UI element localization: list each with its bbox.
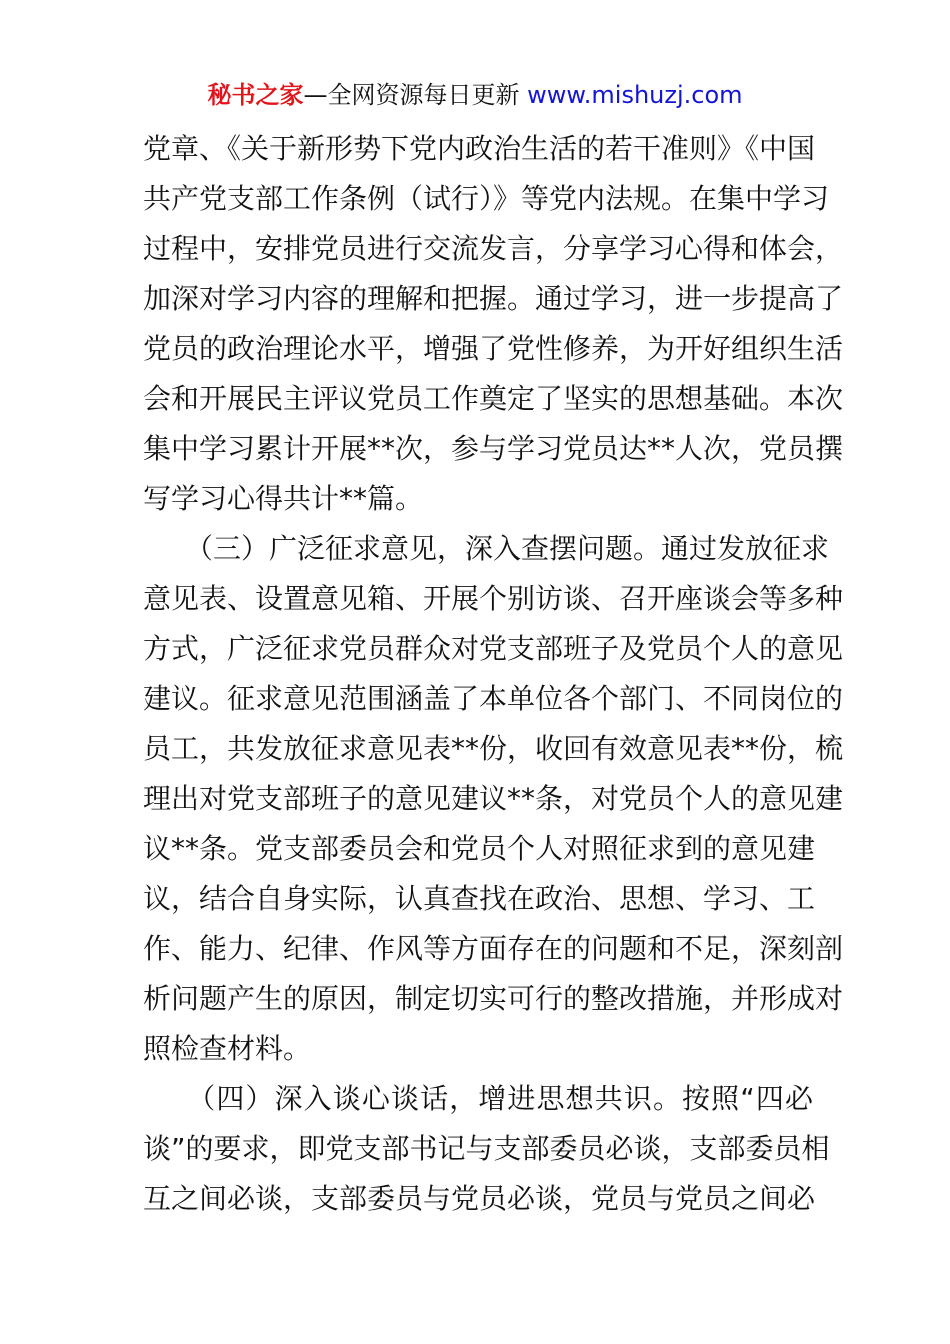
text-line: 议**条。党支部委员会和党员个人对照征求到的意见建 <box>143 832 816 865</box>
site-url-link[interactable]: www.mishuzj.com <box>527 81 743 109</box>
text-line: 党员的政治理论水平，增强了党性修养，为开好组织生活 <box>143 332 844 365</box>
paragraph-end-line: 写学习心得共计**篇。 <box>143 482 424 515</box>
site-header <box>0 78 950 112</box>
text-line: 意见表、设置意见箱、开展个别访谈、召开座谈会等多种 <box>143 582 844 615</box>
text-line: 作、能力、纪律、作风等方面存在的问题和不足，深刻剖 <box>143 932 844 965</box>
text-line: 建议。征求意见范围涵盖了本单位各个部门、不同岗位的 <box>143 682 844 715</box>
paragraph-end-line: 照检查材料。 <box>143 1032 312 1065</box>
document-body <box>143 124 844 1224</box>
text-line: 过程中，安排党员进行交流发言，分享学习心得和体会， <box>143 232 844 265</box>
text-line: 议，结合自身实际，认真查找在政治、思想、学习、工 <box>143 882 816 915</box>
text-line: 理出对党支部班子的意见建议**条，对党员个人的意见建 <box>143 782 844 815</box>
text-line: 集中学习累计开展**次，参与学习党员达**人次，党员撰 <box>143 432 844 465</box>
text-line: 共产党支部工作条例（试行）》等党内法规。在集中学习 <box>143 182 830 215</box>
section-heading-line: （四）深入谈心谈话，增进思想共识。按照“四必 <box>143 1082 813 1115</box>
brand-name: 秘书之家 <box>207 81 304 109</box>
text-line: 加深对学习内容的理解和把握。通过学习，进一步提高了 <box>143 282 844 315</box>
text-line: 方式，广泛征求党员群众对党支部班子及党员个人的意见 <box>143 632 844 665</box>
text-line: 会和开展民主评议党员工作奠定了坚实的思想基础。本次 <box>143 382 844 415</box>
text-line: 党章、《关于新形势下党内政治生活的若干准则》《中国 <box>143 132 816 165</box>
section-heading-line: （三）广泛征求意见，深入查摆问题。通过发放征求 <box>143 532 830 565</box>
text-line: 析问题产生的原因，制定切实可行的整改措施，并形成对 <box>143 982 844 1015</box>
text-line: 互之间必谈，支部委员与党员必谈，党员与党员之间必 <box>143 1182 816 1215</box>
text-line: 员工，共发放征求意见表**份，收回有效意见表**份，梳 <box>143 732 844 765</box>
text-line: 谈”的要求，即党支部书记与支部委员必谈，支部委员相 <box>143 1132 830 1165</box>
header-tagline: —全网资源每日更新 <box>303 81 520 109</box>
